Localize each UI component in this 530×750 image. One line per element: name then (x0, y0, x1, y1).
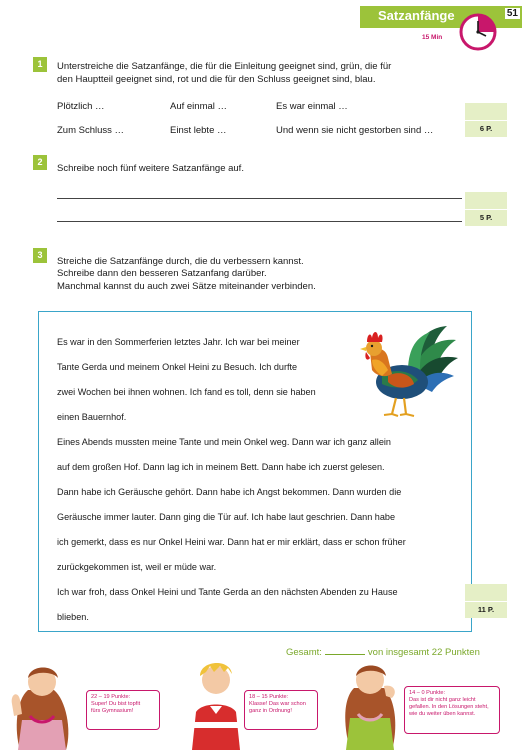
rating-text: 22 – 19 Punkte: (91, 694, 131, 700)
points-box-task1 (465, 103, 507, 137)
sentence-start-option[interactable]: Einst lebte … (170, 125, 227, 136)
rating-bubble-low (404, 686, 500, 734)
rating-text: 18 – 15 Punkte: (249, 694, 289, 700)
story-line[interactable]: Ich war froh, dass Onkel Heini und Tante Gerda an den nächsten Abenden zu Hause (57, 587, 398, 597)
story-line[interactable]: blieben. (57, 612, 89, 622)
points-box-task2 (465, 192, 507, 226)
sentence-start-option[interactable]: Zum Schluss … (57, 125, 125, 136)
story-line[interactable]: Dann habe ich Geräusche gehört. Dann habe ich Angst bekommen. Dann wurden die (57, 487, 402, 497)
task-number-2: 2 (33, 155, 47, 170)
sentence-start-option[interactable]: Plötzlich … (57, 101, 105, 112)
rating-bubble-high (86, 690, 160, 730)
rating-text: wie du weiter üben kannst. (409, 711, 476, 717)
rating-text: 14 – 0 Punkte: (409, 690, 446, 696)
points-label: 5 P. (479, 213, 493, 222)
story-line[interactable]: einen Bauernhof. (57, 412, 127, 422)
points-box-task3 (465, 584, 507, 618)
rating-text: Das ist dir nicht ganz leicht (409, 697, 476, 703)
answer-line[interactable] (57, 198, 462, 199)
task-number-1: 1 (33, 57, 47, 72)
answer-line[interactable] (57, 221, 462, 222)
rooster-illustration (352, 318, 460, 422)
girl-thinking-illustration (334, 656, 406, 750)
total-label: Gesamt: (286, 647, 322, 658)
girl-thumbs-up-illustration (6, 660, 78, 750)
time-label: 15 Min (422, 34, 443, 41)
task1-instruction-line1: Unterstreiche die Satzanfänge, die für die Einleitung geeignet sind, grün, die für (57, 61, 392, 72)
task3-instruction-line2: Schreibe dann den besseren Satzanfang darüber. (57, 268, 267, 279)
points-label: 6 P. (479, 124, 493, 133)
task1-instruction-line2: den Hauptteil geeignet sind, rot und die für den Schluss geeignet sind, blau. (57, 74, 376, 85)
story-line[interactable]: Eines Abends mussten meine Tante und mein Onkel weg. Dann war ich ganz allein (57, 437, 391, 447)
story-line[interactable]: Es war in den Sommerferien letztes Jahr. Ich war bei meiner (57, 337, 300, 347)
story-line[interactable]: Tante Gerda und meinem Onkel Heini zu Besuch. Ich durfte (57, 362, 298, 372)
total-input[interactable] (325, 646, 365, 655)
points-label: 11 P. (477, 605, 495, 614)
story-line[interactable]: Geräusche immer lauter. Dann ging die Tür auf. Ich habe laut geschrien. Dann habe (57, 512, 396, 522)
rating-text: ganz in Ordnung! (249, 708, 292, 714)
story-line[interactable]: auf dem großen Hof. Dann lag ich in meinem Bett. Dann habe ich zuerst gelesen. (57, 462, 385, 472)
page-title: Satzanfänge (378, 8, 455, 23)
rating-text: gefallen. In den Lösungen steht, (409, 704, 489, 710)
rating-bubble-mid (244, 690, 318, 730)
rating-text: Super! Du bist topfit (91, 701, 141, 707)
story-line[interactable]: ich gemerkt, dass es nur Onkel Heini war. Dann hat er mir erklärt, dass er schon früher (57, 537, 406, 547)
task-number-3: 3 (33, 248, 47, 263)
sentence-start-option[interactable]: Und wenn sie nicht gestorben sind … (276, 125, 434, 136)
sentence-start-option[interactable]: Auf einmal … (170, 101, 228, 112)
clock-icon (458, 12, 498, 52)
task3-instruction-line1: Streiche die Satzanfänge durch, die du verbessern kannst. (57, 256, 304, 267)
rating-text: fürs Gymnasium! (91, 708, 134, 714)
boy-illustration (184, 656, 248, 750)
total-suffix: von insgesamt 22 Punkten (367, 647, 480, 658)
task3-instruction-line3: Manchmal kannst du auch zwei Sätze miteinander verbinden. (57, 281, 316, 292)
story-line[interactable]: zurückgekommen ist, weil er müde war. (57, 562, 217, 572)
story-line[interactable]: zwei Wochen bei ihnen wohnen. Ich fand es toll, denn sie haben (57, 387, 316, 397)
task2-instruction: Schreibe noch fünf weitere Satzanfänge auf. (57, 163, 244, 174)
page-number: 51 (506, 8, 518, 19)
rating-text: Klasse! Das war schon (249, 701, 306, 707)
sentence-start-option[interactable]: Es war einmal … (276, 101, 348, 112)
